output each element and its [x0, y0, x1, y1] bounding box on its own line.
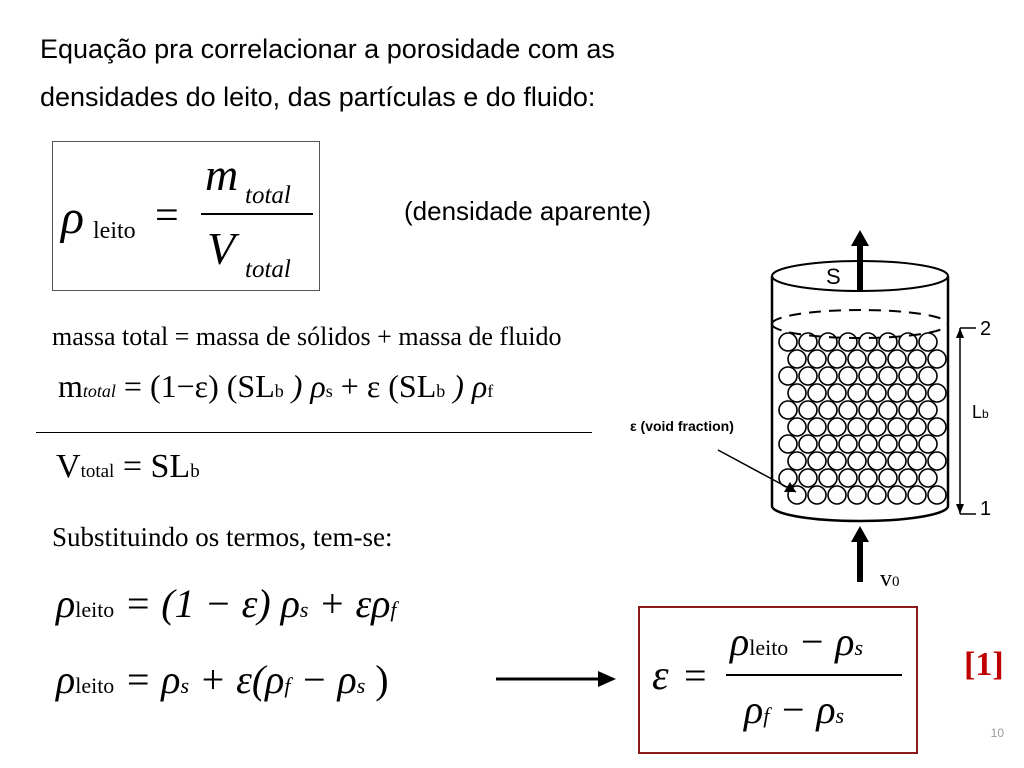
sub2-rhs-2: + ε(ρ [199, 657, 285, 702]
bed-particle [779, 401, 797, 419]
bed-particle [919, 367, 937, 385]
denominator-v: V [207, 223, 236, 274]
bed-particle [799, 367, 817, 385]
sub2-leito: leito [75, 673, 115, 698]
sub1-f: f [390, 597, 397, 622]
bed-particle [848, 452, 866, 470]
sub1-s: s [299, 597, 309, 622]
reference-marker: [1] [964, 646, 1004, 683]
sub2-rhs-3: − ρ [300, 657, 357, 702]
bed-particle [808, 452, 826, 470]
numerator-subscript: total [245, 182, 291, 209]
bed-particle [848, 350, 866, 368]
volume-b: b [190, 461, 200, 482]
bed-particle [788, 384, 806, 402]
bed-particle [828, 486, 846, 504]
bed-particle [819, 469, 837, 487]
bed-particle [919, 401, 937, 419]
mass-rhs-1: = (1−ε) (SL [123, 368, 275, 404]
bed-particle [819, 367, 837, 385]
bed-particle [928, 350, 946, 368]
bed-particle [788, 452, 806, 470]
mass-rhs-4: ) ρ [453, 368, 488, 404]
substitution-equation-2 [56, 656, 389, 703]
figure-void-label: ε (void fraction) [630, 418, 734, 434]
bed-particle [788, 350, 806, 368]
denominator-subscript: total [245, 256, 291, 283]
rho-symbol: ρ [61, 191, 85, 244]
bed-particle [799, 401, 817, 419]
bed-particle [868, 384, 886, 402]
volume-equation [56, 448, 200, 486]
bed-particle [839, 401, 857, 419]
sub2-rho: ρ [56, 657, 76, 702]
bed-particle [828, 418, 846, 436]
bed-particle [788, 418, 806, 436]
mass-s: s [325, 381, 333, 401]
bed-particle [839, 435, 857, 453]
right-arrow-icon [494, 666, 620, 692]
sub1-rho: ρ [56, 581, 76, 626]
bed-particle [779, 333, 797, 351]
bed-particle [819, 333, 837, 351]
substitute-text: Substituindo os termos, tem-se: [52, 522, 393, 552]
bed-particle [879, 469, 897, 487]
bed-particle [908, 452, 926, 470]
bed-particle [779, 435, 797, 453]
bed-particle [808, 350, 826, 368]
volume-v-subscript: total [80, 461, 115, 482]
bed-particle [899, 469, 917, 487]
final-epsilon: ε [652, 653, 669, 699]
mass-rhs-2: ) ρ [291, 368, 326, 404]
bed-particle [868, 418, 886, 436]
density-equation-box [52, 141, 320, 291]
bed-particle [819, 435, 837, 453]
bed-particle [888, 384, 906, 402]
density-annotation: (densidade aparente) [404, 196, 652, 226]
figure-inflow-label [880, 566, 900, 593]
sub1-leito: leito [75, 597, 115, 622]
bed-particle [859, 435, 877, 453]
final-den-f: f [763, 703, 770, 728]
bed-particle [879, 435, 897, 453]
rho-subscript: leito [93, 218, 136, 244]
bed-particle [888, 350, 906, 368]
final-num-minus-rho: − ρ [798, 619, 855, 664]
volume-rhs: = SL [122, 448, 191, 485]
sub1-rhs-1: = (1 − ε) ρ [124, 581, 300, 626]
bed-particle [848, 418, 866, 436]
page-number: 10 [990, 726, 1004, 740]
bed-particle [839, 469, 857, 487]
bed-particle [919, 435, 937, 453]
bed-particle [879, 401, 897, 419]
figure-length-sub: b [982, 407, 989, 421]
bed-particle [828, 452, 846, 470]
bed-particle [919, 469, 937, 487]
bed-particle [888, 418, 906, 436]
final-den-rho: ρ [744, 687, 764, 732]
final-equals: = [684, 653, 707, 698]
bed-particle [879, 367, 897, 385]
equals-sign: = [155, 193, 179, 239]
bed-particle [879, 333, 897, 351]
bed-particle [899, 435, 917, 453]
bed-particle [859, 401, 877, 419]
final-numerator [730, 618, 863, 665]
bed-particle [808, 418, 826, 436]
bed-particle [908, 486, 926, 504]
bed-particle [868, 452, 886, 470]
volume-v: V [56, 448, 81, 485]
bed-particle [848, 384, 866, 402]
substitution-equation-1 [56, 580, 397, 627]
mass-sentence: massa total = massa de sólidos + massa de fluido [52, 322, 562, 351]
mass-m-subscript: total [82, 381, 116, 401]
bed-particle [899, 401, 917, 419]
bed-particle [808, 486, 826, 504]
bed-particle [908, 418, 926, 436]
final-num-leito: leito [749, 635, 789, 660]
final-num-s: s [854, 635, 864, 660]
sub2-s: s [180, 673, 190, 698]
final-den-s: s [835, 703, 845, 728]
bed-particle [928, 384, 946, 402]
bed-particle [928, 486, 946, 504]
bed-particle [888, 452, 906, 470]
bed-particle [828, 350, 846, 368]
sub2-f: f [284, 673, 291, 698]
bed-particle [928, 452, 946, 470]
bed-particle [899, 367, 917, 385]
mass-rhs-3: + ε (SL [340, 368, 437, 404]
figure-s-label: S [826, 264, 841, 289]
bed-particle [808, 384, 826, 402]
bed-particle [908, 350, 926, 368]
bed-particle [848, 486, 866, 504]
bed-particle [799, 435, 817, 453]
mass-b2: b [436, 381, 446, 401]
sub1-rhs-2: + ερ [318, 581, 391, 626]
title-line-2: densidades do leito, das partículas e do fluido: [40, 82, 596, 112]
bed-particle [779, 367, 797, 385]
bed-particle [839, 333, 857, 351]
bed-particle [919, 333, 937, 351]
bed-particle [839, 367, 857, 385]
final-den-minus-rho: − ρ [779, 687, 836, 732]
bed-particle [828, 384, 846, 402]
mass-m: m [58, 368, 83, 404]
separator-line [36, 432, 592, 433]
mass-f: f [487, 381, 494, 401]
bed-particle [819, 401, 837, 419]
bed-particle [888, 486, 906, 504]
sub2-rhs-1: = ρ [124, 657, 181, 702]
bed-particle [859, 367, 877, 385]
numerator-m: m [205, 149, 239, 200]
bed-particle [868, 350, 886, 368]
figure-length-label [972, 402, 989, 423]
fraction-bar [201, 213, 313, 215]
final-denominator [744, 686, 844, 733]
final-fraction-bar [726, 674, 902, 676]
figure-inflow-sub: 0 [892, 574, 900, 590]
bed-particle [928, 418, 946, 436]
figure-inflow-main: v [880, 566, 892, 592]
mass-equation [58, 368, 493, 405]
bed-particle [908, 384, 926, 402]
bed-particle [859, 469, 877, 487]
final-equation-box [638, 606, 918, 754]
bed-particle [859, 333, 877, 351]
bed-particle [868, 486, 886, 504]
figure-level-2: 2 [980, 318, 992, 340]
packed-bed-diagram [620, 230, 1020, 590]
figure-length-main: L [972, 402, 983, 422]
bed-particle [799, 469, 817, 487]
final-num-rho: ρ [730, 619, 750, 664]
mass-b1: b [274, 381, 284, 401]
title-line-1: Equação pra correlacionar a porosidade com as [40, 34, 615, 64]
sub2-s2: s [356, 673, 366, 698]
figure-level-1: 1 [980, 498, 992, 520]
sub2-rhs-4: ) [375, 657, 389, 702]
